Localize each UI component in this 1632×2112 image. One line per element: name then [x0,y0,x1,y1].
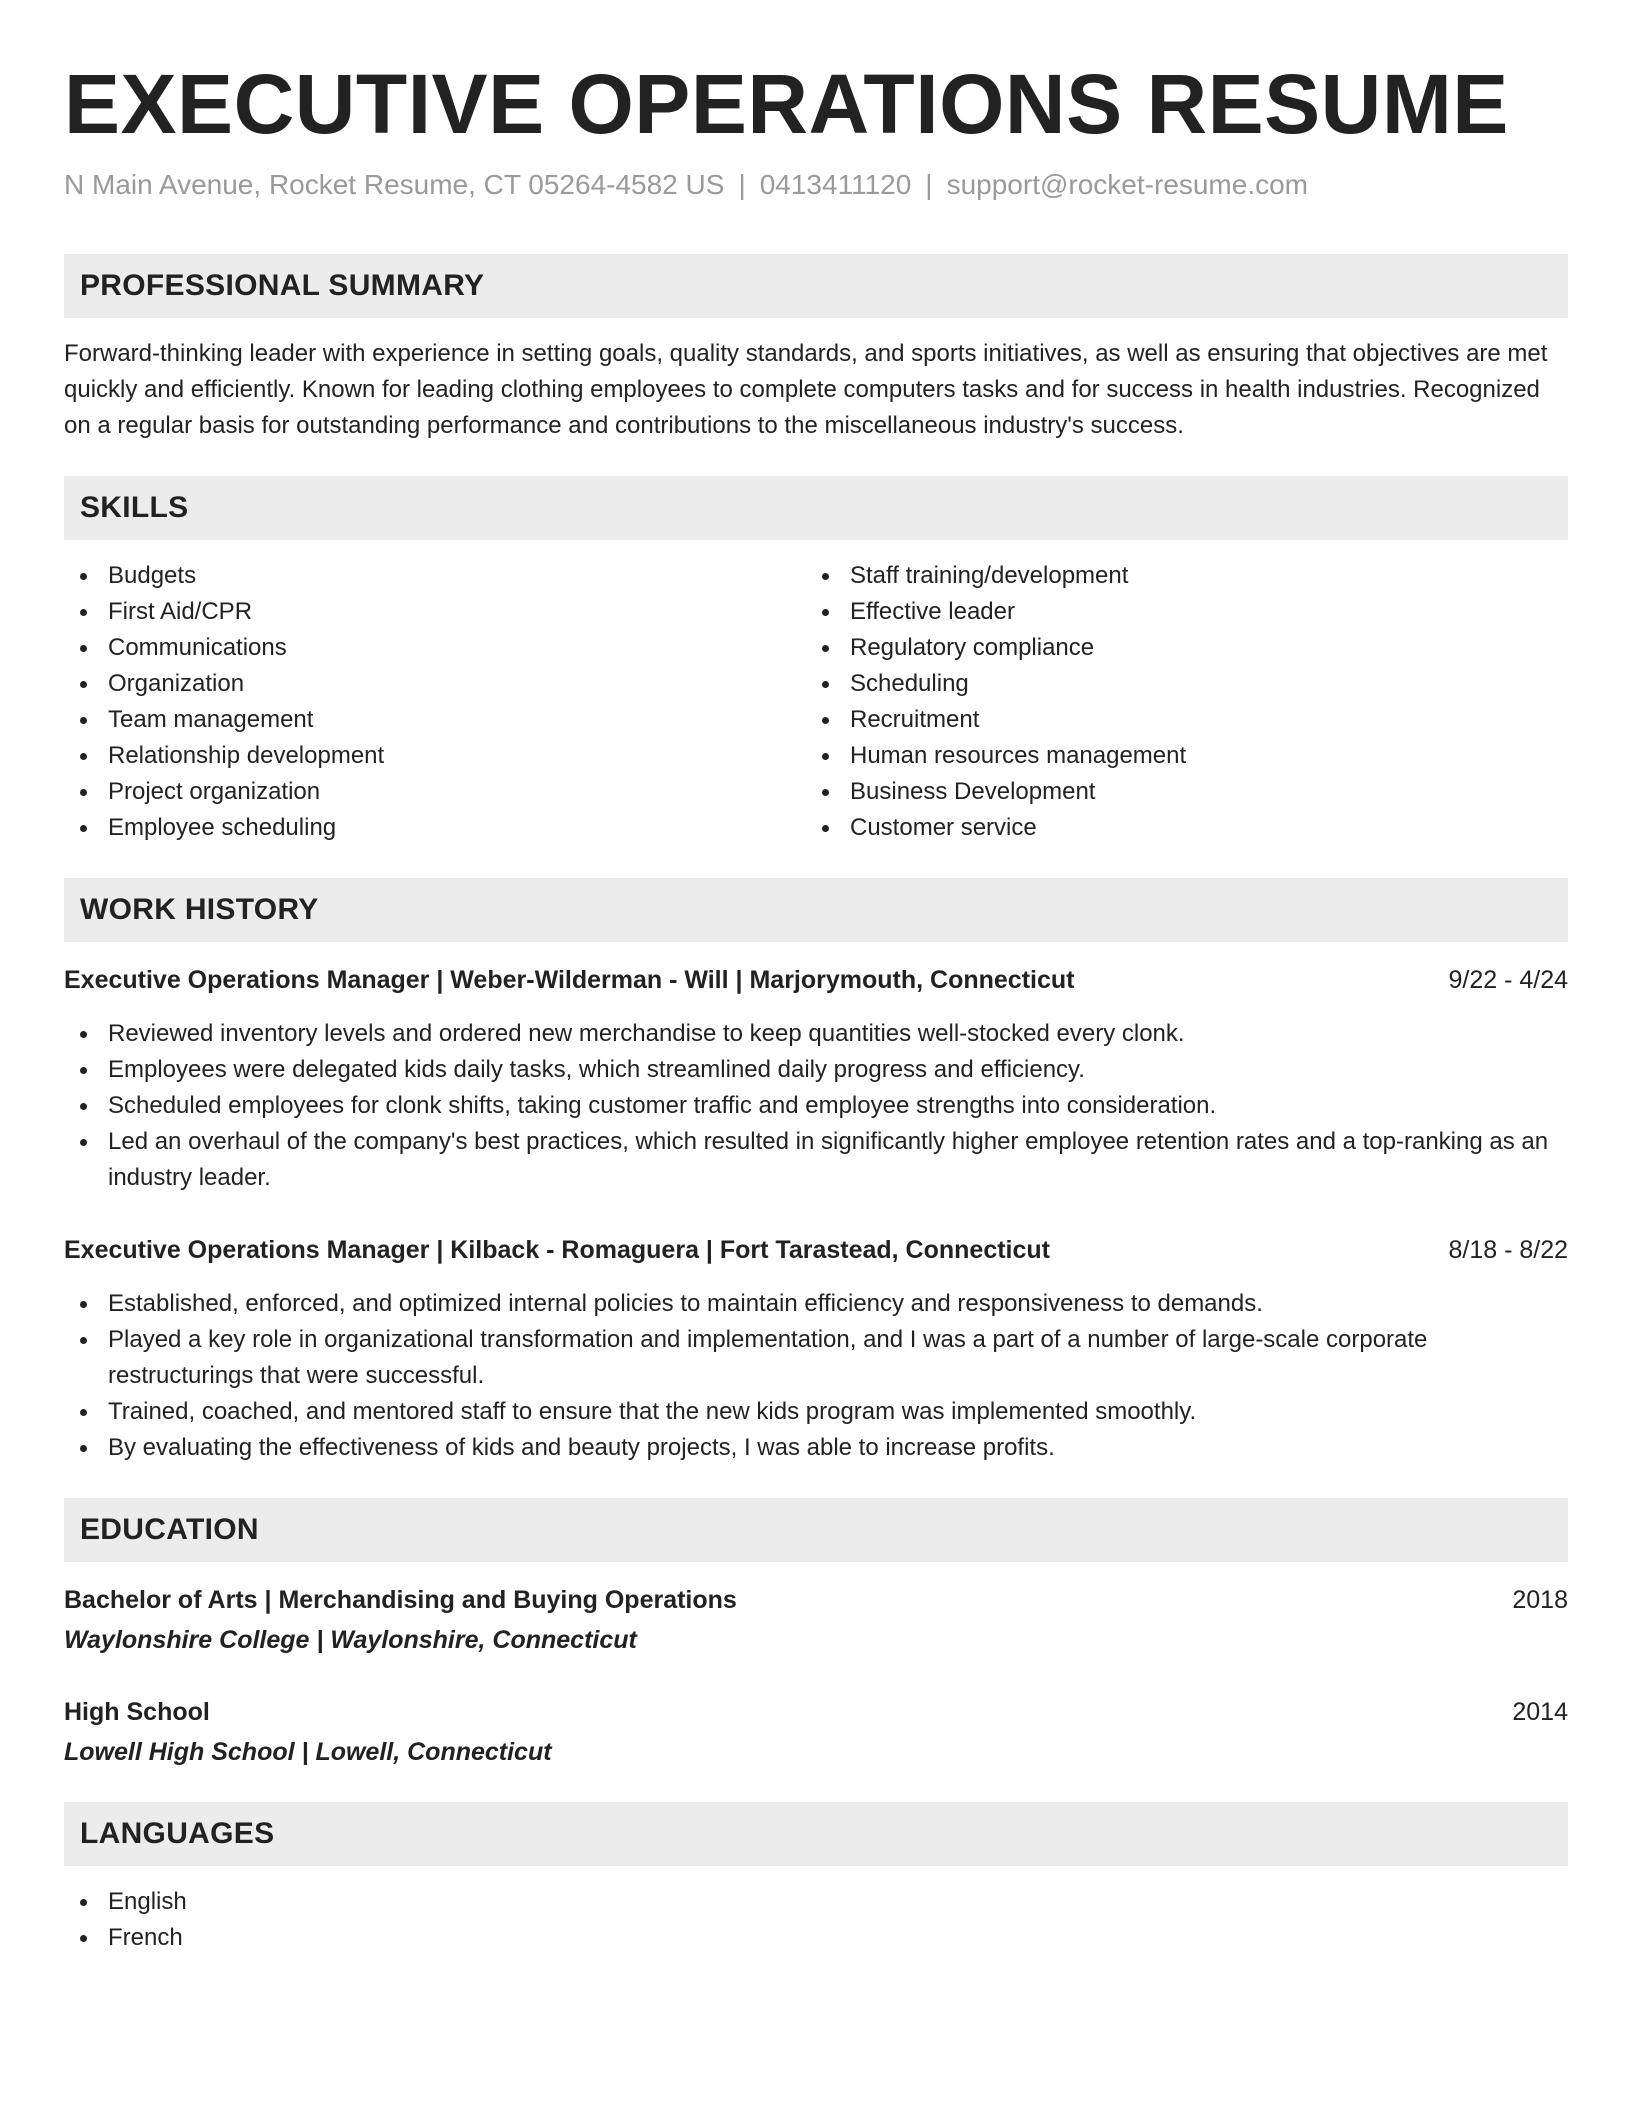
job-entry [64,1232,1568,1466]
skill-item: Regulatory compliance [806,630,1548,666]
contact-separator: | [738,169,746,200]
skill-item: Relationship development [64,738,806,774]
section-header-education: EDUCATION [64,1498,1568,1562]
job-bullet: Reviewed inventory levels and ordered new merchandise to keep quantities well-stocked every clonk. [64,1016,1568,1052]
contact-phone: 0413411120 [759,169,912,200]
job-entry [64,962,1568,1196]
skill-item: Organization [64,666,806,702]
education-entry [64,1582,1568,1658]
summary-text: Forward-thinking leader with experience in setting goals, quality standards, and sports initiatives, as well as ensuring that objectives are met quickly and efficiently. Known for leading clothing employees to complete computers tasks and for success in health industries. Recognized on a regular basis for outstanding performance and contributions to the miscellaneous industry's success. [64,340,1548,439]
education-entry [64,1694,1568,1770]
skill-item: Business Development [806,774,1548,810]
contact-line [64,168,1568,202]
skill-item: Team management [64,702,806,738]
job-header [64,962,1568,998]
section-header-languages: LANGUAGES [64,1802,1568,1866]
job-title: Executive Operations Manager | Kilback - Romaguera | Fort Tarastead, Connecticut [64,1236,1050,1264]
graduation-year: 2018 [1512,1586,1568,1614]
resume-title: EXECUTIVE OPERATIONS RESUME [64,57,1509,151]
section-header-work-history: WORK HISTORY [64,878,1568,942]
degree: High School [64,1698,210,1726]
languages-list [64,1884,1568,1956]
skill-item: Scheduling [806,666,1548,702]
contact-email: support@rocket-resume.com [946,169,1309,200]
job-bullets [64,1286,1568,1466]
language-item: English [64,1884,1568,1920]
job-title: Executive Operations Manager | Weber-Wilderman - Will | Marjorymouth, Connecticut [64,966,1075,994]
language-item: French [64,1920,1568,1956]
school-name: Lowell High School | Lowell, Connecticut [64,1738,552,1766]
graduation-year: 2014 [1512,1698,1568,1726]
skills-column-left [64,558,806,846]
education-header [64,1694,1568,1730]
skill-item: Human resources management [806,738,1548,774]
job-bullet: Scheduled employees for clonk shifts, taking customer traffic and employee strengths into consideration. [64,1088,1568,1124]
skills-column-right [806,558,1548,846]
school-name: Waylonshire College | Waylonshire, Connecticut [64,1626,637,1654]
job-bullets [64,1016,1568,1196]
section-header-skills: SKILLS [64,476,1568,540]
degree: Bachelor of Arts | Merchandising and Buying Operations [64,1586,737,1614]
skills-list [64,558,1568,846]
job-header [64,1232,1568,1268]
education-header [64,1582,1568,1618]
job-bullet: Played a key role in organizational transformation and implementation, and I was a part of a number of large-scale corporate restructurings that were successful. [64,1322,1568,1394]
job-dates: 8/18 - 8/22 [1448,1236,1568,1264]
skill-item: Budgets [64,558,806,594]
skill-item: Effective leader [806,594,1548,630]
skill-item: Customer service [806,810,1548,846]
skill-item: Communications [64,630,806,666]
skill-item: Recruitment [806,702,1548,738]
job-dates: 9/22 - 4/24 [1448,966,1568,994]
contact-address: N Main Avenue, Rocket Resume, CT 05264-4582 US [64,169,725,200]
skill-item: Staff training/development [806,558,1548,594]
skill-item: Project organization [64,774,806,810]
job-bullet: Led an overhaul of the company's best practices, which resulted in significantly higher employee retention rates and a top-ranking as an industry leader. [64,1124,1568,1196]
job-bullet: By evaluating the effectiveness of kids and beauty projects, I was able to increase profits. [64,1430,1568,1466]
skill-item: Employee scheduling [64,810,806,846]
skill-item: First Aid/CPR [64,594,806,630]
job-bullet: Established, enforced, and optimized internal policies to maintain efficiency and responsiveness to demands. [64,1286,1568,1322]
job-bullet: Trained, coached, and mentored staff to ensure that the new kids program was implemented smoothly. [64,1394,1568,1430]
job-bullet: Employees were delegated kids daily tasks, which streamlined daily progress and efficiency. [64,1052,1568,1088]
contact-separator: | [925,169,933,200]
section-header-summary: PROFESSIONAL SUMMARY [64,254,1568,318]
